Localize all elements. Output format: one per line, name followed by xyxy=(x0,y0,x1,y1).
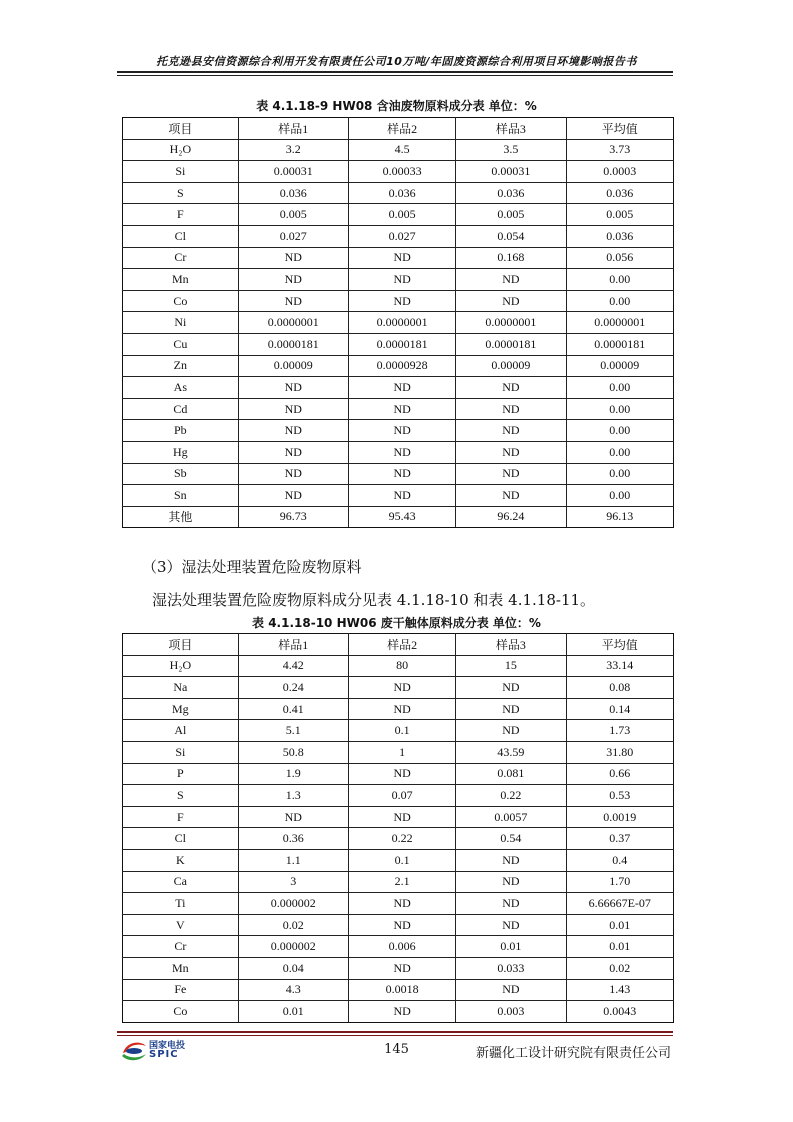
table-row xyxy=(123,290,674,312)
table-cell: 0.033 xyxy=(456,957,566,979)
row-label: Si xyxy=(123,741,239,763)
table-row xyxy=(123,936,674,958)
table-cell: 0.02 xyxy=(566,957,673,979)
table-cell: ND xyxy=(456,398,566,420)
table-cell: 33.14 xyxy=(566,655,673,677)
table-cell: 0.0019 xyxy=(566,806,673,828)
row-label: Ti xyxy=(123,893,239,915)
row-label: 其他 xyxy=(123,506,239,528)
table-row xyxy=(123,247,674,269)
table-cell: 0.036 xyxy=(238,182,348,204)
column-header: 样品2 xyxy=(348,118,455,140)
table-cell: 0.53 xyxy=(566,785,673,807)
table-cell: ND xyxy=(348,463,455,485)
table-cell: 0.02 xyxy=(238,914,348,936)
row-label: H₂O xyxy=(123,139,239,161)
table-cell: 50.8 xyxy=(238,741,348,763)
table-cell: 0.1 xyxy=(348,849,455,871)
row-label: F xyxy=(123,806,239,828)
table2-caption: 表 4.1.18-10 HW06 废干触体原料成分表 单位：% xyxy=(252,616,541,630)
table-row xyxy=(123,806,674,828)
table-cell: 4.42 xyxy=(238,655,348,677)
table-cell: 15 xyxy=(456,655,566,677)
table-cell: 4.5 xyxy=(348,139,455,161)
table-row xyxy=(123,355,674,377)
footer-organization: 新疆化工设计研究院有限责任公司 xyxy=(475,1046,671,1061)
table-cell: 0.0000181 xyxy=(566,333,673,355)
table-cell: ND xyxy=(348,1001,455,1023)
table-cell: 0.036 xyxy=(566,182,673,204)
table-cell: ND xyxy=(456,269,566,291)
table1 xyxy=(122,117,674,528)
table-cell: 0.01 xyxy=(456,936,566,958)
table-cell: ND xyxy=(348,763,455,785)
table-cell: ND xyxy=(238,485,348,507)
table-cell: 1.70 xyxy=(566,871,673,893)
table-cell: 0.08 xyxy=(566,677,673,699)
table-cell: 0.00 xyxy=(566,290,673,312)
table-cell: 0.168 xyxy=(456,247,566,269)
table-row xyxy=(123,655,674,677)
table-cell: 0.00 xyxy=(566,269,673,291)
table-cell: 1.3 xyxy=(238,785,348,807)
table-cell: 3.73 xyxy=(566,139,673,161)
table-cell: 0.00 xyxy=(566,485,673,507)
table-cell: ND xyxy=(348,398,455,420)
section-paragraph: 湿法处理装置危险废物原料成分见表 4.1.18-10 和表 4.1.18-11。 xyxy=(152,591,596,609)
table-cell: ND xyxy=(238,290,348,312)
row-label: Mg xyxy=(123,698,239,720)
table-row xyxy=(123,463,674,485)
table-cell: 0.000002 xyxy=(238,893,348,915)
footer-rule xyxy=(117,1031,673,1033)
table-cell: 0.00 xyxy=(566,377,673,399)
row-label: Cd xyxy=(123,398,239,420)
table-cell: 1.43 xyxy=(566,979,673,1001)
table-cell: 0.0000001 xyxy=(238,312,348,334)
table-cell: 96.73 xyxy=(238,506,348,528)
table-cell: 0.0000181 xyxy=(348,333,455,355)
table-cell: ND xyxy=(456,979,566,1001)
table-cell: 0.0018 xyxy=(348,979,455,1001)
table-row xyxy=(123,957,674,979)
table-cell: 0.22 xyxy=(348,828,455,850)
table-cell: ND xyxy=(456,849,566,871)
table-cell: 0.00031 xyxy=(456,161,566,183)
row-label: Si xyxy=(123,161,239,183)
table-cell: 0.00 xyxy=(566,441,673,463)
table2-body xyxy=(123,655,674,1022)
table-cell: ND xyxy=(456,893,566,915)
table-cell: 3.2 xyxy=(238,139,348,161)
table-cell: 1.73 xyxy=(566,720,673,742)
table-cell: ND xyxy=(348,247,455,269)
table-row xyxy=(123,139,674,161)
table-row xyxy=(123,225,674,247)
table-cell: 5.1 xyxy=(238,720,348,742)
table-cell: ND xyxy=(456,914,566,936)
column-header: 样品1 xyxy=(238,118,348,140)
table-row xyxy=(123,269,674,291)
table-cell: 0.005 xyxy=(348,204,455,226)
table1-caption: 表 4.1.18-9 HW08 含油废物原料成分表 单位：% xyxy=(256,99,537,113)
row-label: Co xyxy=(123,290,239,312)
table1-body xyxy=(123,139,674,528)
table-row xyxy=(123,893,674,915)
table-cell: ND xyxy=(456,677,566,699)
table-cell: ND xyxy=(348,485,455,507)
row-label: K xyxy=(123,849,239,871)
table-cell: ND xyxy=(238,441,348,463)
column-header: 项目 xyxy=(123,634,239,656)
row-label: Sn xyxy=(123,485,239,507)
row-label: Mn xyxy=(123,957,239,979)
table-cell: 0.005 xyxy=(456,204,566,226)
table-cell: 0.0000001 xyxy=(566,312,673,334)
column-header: 项目 xyxy=(123,118,239,140)
table-row xyxy=(123,828,674,850)
table-cell: 0.0000001 xyxy=(348,312,455,334)
table-cell: 0.22 xyxy=(456,785,566,807)
table-cell: ND xyxy=(348,420,455,442)
table-row xyxy=(123,677,674,699)
table-cell: 0.04 xyxy=(238,957,348,979)
table-cell: ND xyxy=(348,441,455,463)
table-cell: 96.13 xyxy=(566,506,673,528)
header-rule xyxy=(117,71,673,73)
table1-header-row xyxy=(123,118,674,140)
table-cell: ND xyxy=(238,398,348,420)
row-label: Zn xyxy=(123,355,239,377)
column-header: 样品1 xyxy=(238,634,348,656)
row-label: Mn xyxy=(123,269,239,291)
row-label: Cu xyxy=(123,333,239,355)
table-cell: ND xyxy=(348,269,455,291)
row-label: Hg xyxy=(123,441,239,463)
table-cell: 0.66 xyxy=(566,763,673,785)
row-label: Pb xyxy=(123,420,239,442)
table-cell: 0.01 xyxy=(238,1001,348,1023)
table-cell: 0.0043 xyxy=(566,1001,673,1023)
table-cell: 0.36 xyxy=(238,828,348,850)
table-row xyxy=(123,914,674,936)
table-cell: 43.59 xyxy=(456,741,566,763)
footer-rule-thin xyxy=(117,1035,673,1036)
table-row xyxy=(123,698,674,720)
table-cell: 0.00033 xyxy=(348,161,455,183)
table-cell: ND xyxy=(456,441,566,463)
table-row xyxy=(123,849,674,871)
table-cell: ND xyxy=(456,420,566,442)
table-cell: 0.01 xyxy=(566,936,673,958)
table-cell: 0.027 xyxy=(348,225,455,247)
table-row xyxy=(123,1001,674,1023)
table-cell: ND xyxy=(348,290,455,312)
table-cell: ND xyxy=(348,377,455,399)
table-cell: 0.37 xyxy=(566,828,673,850)
column-header: 平均值 xyxy=(566,118,673,140)
table-cell: ND xyxy=(238,269,348,291)
table-cell: 0.003 xyxy=(456,1001,566,1023)
table-cell: 6.66667E-07 xyxy=(566,893,673,915)
table-cell: ND xyxy=(348,698,455,720)
table-row xyxy=(123,333,674,355)
row-label: V xyxy=(123,914,239,936)
row-label: S xyxy=(123,182,239,204)
page-number: 145 xyxy=(384,1042,409,1057)
table-row xyxy=(123,485,674,507)
table-cell: 0.24 xyxy=(238,677,348,699)
table-row xyxy=(123,161,674,183)
row-label: Cl xyxy=(123,828,239,850)
table-cell: ND xyxy=(348,914,455,936)
report-title: 托克逊县安信资源综合利用开发有限责任公司10万吨/年固废资源综合利用项目环境影响报告书 xyxy=(156,55,637,68)
table-row xyxy=(123,979,674,1001)
table-cell: 3 xyxy=(238,871,348,893)
table-cell: 0.006 xyxy=(348,936,455,958)
row-label: Cl xyxy=(123,225,239,247)
table-row xyxy=(123,182,674,204)
table-cell: 0.036 xyxy=(566,225,673,247)
row-label: Sb xyxy=(123,463,239,485)
table-row xyxy=(123,785,674,807)
table-cell: 80 xyxy=(348,655,455,677)
table-cell: 0.027 xyxy=(238,225,348,247)
table-cell: 0.00 xyxy=(566,398,673,420)
table-row xyxy=(123,312,674,334)
row-label: P xyxy=(123,763,239,785)
table-cell: ND xyxy=(348,893,455,915)
table-cell: 0.4 xyxy=(566,849,673,871)
table-cell: ND xyxy=(238,247,348,269)
table-cell: ND xyxy=(348,957,455,979)
row-label: Fe xyxy=(123,979,239,1001)
logo-text-en: SPIC xyxy=(149,1049,179,1060)
table-cell: 0.14 xyxy=(566,698,673,720)
table-cell: 0.036 xyxy=(456,182,566,204)
table-cell: 0.0000001 xyxy=(456,312,566,334)
table-cell: 3.5 xyxy=(456,139,566,161)
table-cell: 0.036 xyxy=(348,182,455,204)
table-cell: 0.00009 xyxy=(566,355,673,377)
table-row xyxy=(123,720,674,742)
table-cell: 0.00031 xyxy=(238,161,348,183)
row-label: H₂O xyxy=(123,655,239,677)
table-row xyxy=(123,420,674,442)
table-row xyxy=(123,377,674,399)
table-cell: 0.07 xyxy=(348,785,455,807)
row-label: Co xyxy=(123,1001,239,1023)
row-label: Na xyxy=(123,677,239,699)
table-row xyxy=(123,741,674,763)
logo-text-cn: 国家电投 xyxy=(149,1041,186,1051)
table-cell: ND xyxy=(456,871,566,893)
table-cell: 0.54 xyxy=(456,828,566,850)
table-cell: 0.0057 xyxy=(456,806,566,828)
table-cell: 0.0000181 xyxy=(238,333,348,355)
table-cell: 0.005 xyxy=(566,204,673,226)
row-label: Ni xyxy=(123,312,239,334)
section-heading: （3）湿法处理装置危险废物原料 xyxy=(142,558,362,576)
row-label: As xyxy=(123,377,239,399)
column-header: 样品2 xyxy=(348,634,455,656)
table2-header-row xyxy=(123,634,674,656)
table-cell: 0.00 xyxy=(566,420,673,442)
table2 xyxy=(122,633,674,1023)
table-cell: ND xyxy=(348,806,455,828)
table-cell: ND xyxy=(348,677,455,699)
table-row xyxy=(123,441,674,463)
column-header: 样品3 xyxy=(456,634,566,656)
table-cell: ND xyxy=(238,806,348,828)
table-cell: 0.41 xyxy=(238,698,348,720)
table-cell: 31.80 xyxy=(566,741,673,763)
table-cell: ND xyxy=(238,463,348,485)
table-cell: 1.9 xyxy=(238,763,348,785)
table-cell: ND xyxy=(456,290,566,312)
table-cell: ND xyxy=(238,377,348,399)
table-cell: 0.056 xyxy=(566,247,673,269)
table-row xyxy=(123,506,674,528)
row-label: Cr xyxy=(123,936,239,958)
row-label: F xyxy=(123,204,239,226)
table-cell: 0.1 xyxy=(348,720,455,742)
table-cell: 2.1 xyxy=(348,871,455,893)
table-cell: ND xyxy=(456,485,566,507)
table-row xyxy=(123,763,674,785)
table-cell: 0.054 xyxy=(456,225,566,247)
table-cell: 1.1 xyxy=(238,849,348,871)
table-cell: 0.00 xyxy=(566,463,673,485)
table-cell: ND xyxy=(456,698,566,720)
table-cell: ND xyxy=(456,377,566,399)
table-row xyxy=(123,871,674,893)
table-cell: 0.0000928 xyxy=(348,355,455,377)
table-cell: ND xyxy=(456,463,566,485)
table-row xyxy=(123,398,674,420)
row-label: S xyxy=(123,785,239,807)
row-label: Ca xyxy=(123,871,239,893)
header-rule-thin xyxy=(117,75,673,76)
table-cell: 0.00009 xyxy=(456,355,566,377)
table-cell: 0.005 xyxy=(238,204,348,226)
table-cell: 0.0000181 xyxy=(456,333,566,355)
table-cell: 0.000002 xyxy=(238,936,348,958)
table-cell: 96.24 xyxy=(456,506,566,528)
table-row xyxy=(123,204,674,226)
row-label: Al xyxy=(123,720,239,742)
table-cell: ND xyxy=(238,420,348,442)
table-cell: 0.0003 xyxy=(566,161,673,183)
column-header: 样品3 xyxy=(456,118,566,140)
table-cell: 0.081 xyxy=(456,763,566,785)
table-cell: 1 xyxy=(348,741,455,763)
table-cell: 0.01 xyxy=(566,914,673,936)
table-cell: 0.00009 xyxy=(238,355,348,377)
table-cell: 95.43 xyxy=(348,506,455,528)
table-cell: ND xyxy=(456,720,566,742)
column-header: 平均值 xyxy=(566,634,673,656)
table-cell: 4.3 xyxy=(238,979,348,1001)
row-label: Cr xyxy=(123,247,239,269)
